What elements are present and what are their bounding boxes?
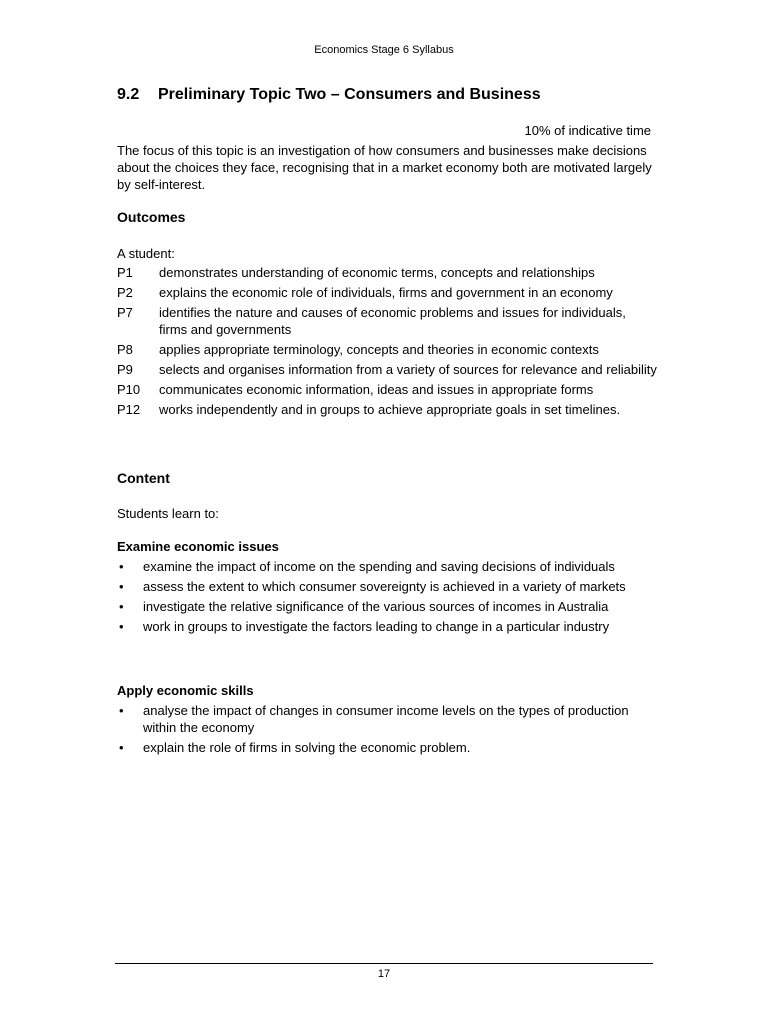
topic-intro: The focus of this topic is an investigation of how consumers and businesses make decisions about the choices they face, recognising that in a market economy both are motivated largely by self-interest. — [117, 143, 652, 192]
outcome-text: works independently and in groups to achieve appropriate goals in set timelines. — [159, 402, 621, 417]
list-item-text: explain the role of firms in solving the economic problem. — [143, 740, 471, 755]
content-lead: Students learn to: — [117, 506, 219, 521]
footer-divider — [115, 963, 653, 964]
examine-issues-list — [117, 558, 657, 638]
outcome-code: P9 — [117, 362, 133, 377]
outcome-text: explains the economic role of individuals, firms and government in an economy — [159, 285, 613, 300]
outcome-text: applies appropriate terminology, concepts and theories in economic contexts — [159, 342, 599, 357]
outcome-code: P8 — [117, 342, 133, 357]
outcome-item — [117, 361, 657, 378]
page-number: 17 — [377, 968, 391, 980]
outcome-code: P12 — [117, 402, 141, 417]
outcomes-lead: A student: — [117, 246, 175, 261]
outcomes-heading: Outcomes — [117, 209, 186, 225]
list-item — [117, 598, 657, 615]
list-item-text: assess the extent to which consumer sovereignty is achieved in a variety of markets — [143, 579, 626, 594]
running-header: Economics Stage 6 Syllabus — [314, 44, 454, 56]
apply-skills-heading: Apply economic skills — [117, 683, 254, 698]
list-item — [117, 618, 657, 635]
outcome-code: P7 — [117, 305, 133, 320]
bullet-glyph: • — [119, 619, 124, 634]
list-item-text: investigate the relative significance of the various sources of incomes in Australia — [143, 599, 609, 614]
list-item — [117, 702, 657, 736]
outcome-item — [117, 401, 657, 418]
section-title-text: Preliminary Topic Two – Consumers and Business — [158, 86, 541, 103]
bullet-glyph: • — [119, 599, 124, 614]
bullet-glyph: • — [119, 579, 124, 594]
outcome-item — [117, 381, 657, 398]
bullet-glyph: • — [119, 703, 124, 718]
outcome-item — [117, 304, 657, 338]
examine-issues-heading: Examine economic issues — [117, 539, 279, 554]
outcome-code: P2 — [117, 285, 133, 300]
list-item — [117, 558, 657, 575]
content-heading: Content — [117, 470, 170, 486]
bullet-glyph: • — [119, 559, 124, 574]
outcome-code: P10 — [117, 382, 141, 397]
outcome-text: selects and organises information from a variety of sources for relevance and reliability — [159, 362, 657, 377]
indicative-time: 10% of indicative time — [524, 123, 651, 138]
section-title — [117, 86, 541, 104]
outcome-text: demonstrates understanding of economic terms, concepts and relationships — [159, 265, 595, 280]
outcomes-list — [117, 264, 657, 421]
outcome-text: identifies the nature and causes of economic problems and issues for individuals, firms and governments — [159, 305, 626, 337]
list-item-text: work in groups to investigate the factors leading to change in a particular industry — [143, 619, 610, 634]
section-number: 9.2 — [117, 86, 140, 103]
outcome-item — [117, 341, 657, 358]
outcome-code: P1 — [117, 265, 133, 280]
list-item — [117, 739, 657, 756]
outcome-text: communicates economic information, ideas and issues in appropriate forms — [159, 382, 594, 397]
apply-skills-list — [117, 702, 657, 759]
outcome-item — [117, 264, 657, 281]
bullet-glyph: • — [119, 740, 124, 755]
outcome-item — [117, 284, 657, 301]
list-item-text: examine the impact of income on the spending and saving decisions of individuals — [143, 559, 615, 574]
list-item-text: analyse the impact of changes in consumer income levels on the types of production within the economy — [143, 703, 629, 735]
list-item — [117, 578, 657, 595]
